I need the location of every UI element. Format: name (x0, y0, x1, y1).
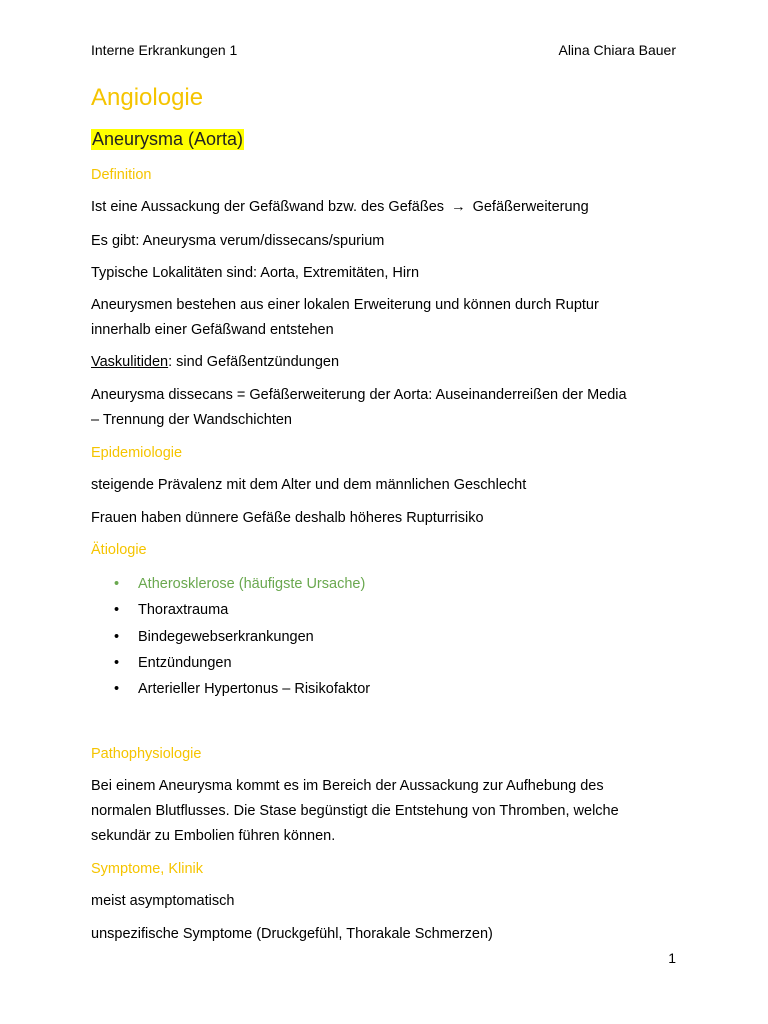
pathophysiologie-line-3: sekundär zu Embolien führen können. (91, 828, 336, 844)
heading-definition: Definition (91, 167, 152, 183)
header-left: Interne Erkrankungen 1 (91, 42, 238, 58)
arrow-right-icon: → (451, 199, 466, 215)
definition-paragraph-6-line-1: Aneurysma dissecans = Gefäßerweiterung der Aorta: Auseinanderreißen der Media (91, 387, 627, 403)
page-title: Angiologie (91, 84, 204, 111)
definition-paragraph-4-line-2: innerhalb einer Gefäßwand entstehen (91, 322, 334, 338)
bullet-icon: • (114, 655, 120, 671)
symptome-paragraph-1: meist asymptomatisch (91, 893, 235, 909)
list-item: Arterieller Hypertonus – Risikofaktor (138, 681, 371, 697)
definition-paragraph-5-rest: : sind Gefäßentzündungen (168, 354, 340, 370)
header-right: Alina Chiara Bauer (558, 42, 676, 58)
bullet-icon: • (114, 629, 120, 645)
definition-paragraph-3: Typische Lokalitäten sind: Aorta, Extremitäten, Hirn (91, 265, 420, 281)
bullet-icon: • (114, 681, 120, 697)
subtitle-highlighted: Aneurysma (Aorta) (92, 129, 244, 149)
definition-text-b: Gefäßerweiterung (472, 199, 589, 215)
heading-aetiologie: Ätiologie (91, 542, 147, 558)
definition-paragraph-5 (91, 350, 339, 375)
heading-symptome: Symptome, Klinik (91, 861, 204, 877)
definition-paragraph-2: Es gibt: Aneurysma verum/dissecans/spurium (91, 233, 385, 249)
pathophysiologie-line-1: Bei einem Aneurysma kommt es im Bereich der Aussackung zur Aufhebung des (91, 778, 604, 794)
list-item: Entzündungen (138, 655, 232, 671)
heading-pathophysiologie: Pathophysiologie (91, 746, 202, 762)
list-item: Thoraxtrauma (138, 602, 229, 618)
definition-paragraph-4-line-1: Aneurysmen bestehen aus einer lokalen Erweiterung und können durch Ruptur (91, 297, 599, 313)
definition-text-a: Ist eine Aussackung der Gefäßwand bzw. des Gefäßes (91, 199, 445, 215)
symptome-paragraph-2: unspezifische Symptome (Druckgefühl, Thorakale Schmerzen) (91, 926, 493, 942)
page-number: 1 (668, 950, 676, 966)
definition-paragraph-1 (91, 195, 589, 220)
bullet-icon: • (114, 602, 120, 618)
list-item: Atherosklerose (häufigste Ursache) (138, 576, 366, 592)
epidemiologie-paragraph-1: steigende Prävalenz mit dem Alter und dem männlichen Geschlecht (91, 477, 527, 493)
bullet-icon: • (114, 576, 120, 592)
list-item: Bindegewebserkrankungen (138, 629, 314, 645)
term-vaskulitiden: Vaskulitiden (91, 354, 169, 370)
epidemiologie-paragraph-2: Frauen haben dünnere Gefäße deshalb höheres Rupturrisiko (91, 510, 484, 526)
pathophysiologie-line-2: normalen Blutflusses. Die Stase begünstigt die Entstehung von Thromben, welche (91, 803, 619, 819)
definition-paragraph-6-line-2: – Trennung der Wandschichten (91, 412, 292, 428)
heading-epidemiologie: Epidemiologie (91, 445, 183, 461)
